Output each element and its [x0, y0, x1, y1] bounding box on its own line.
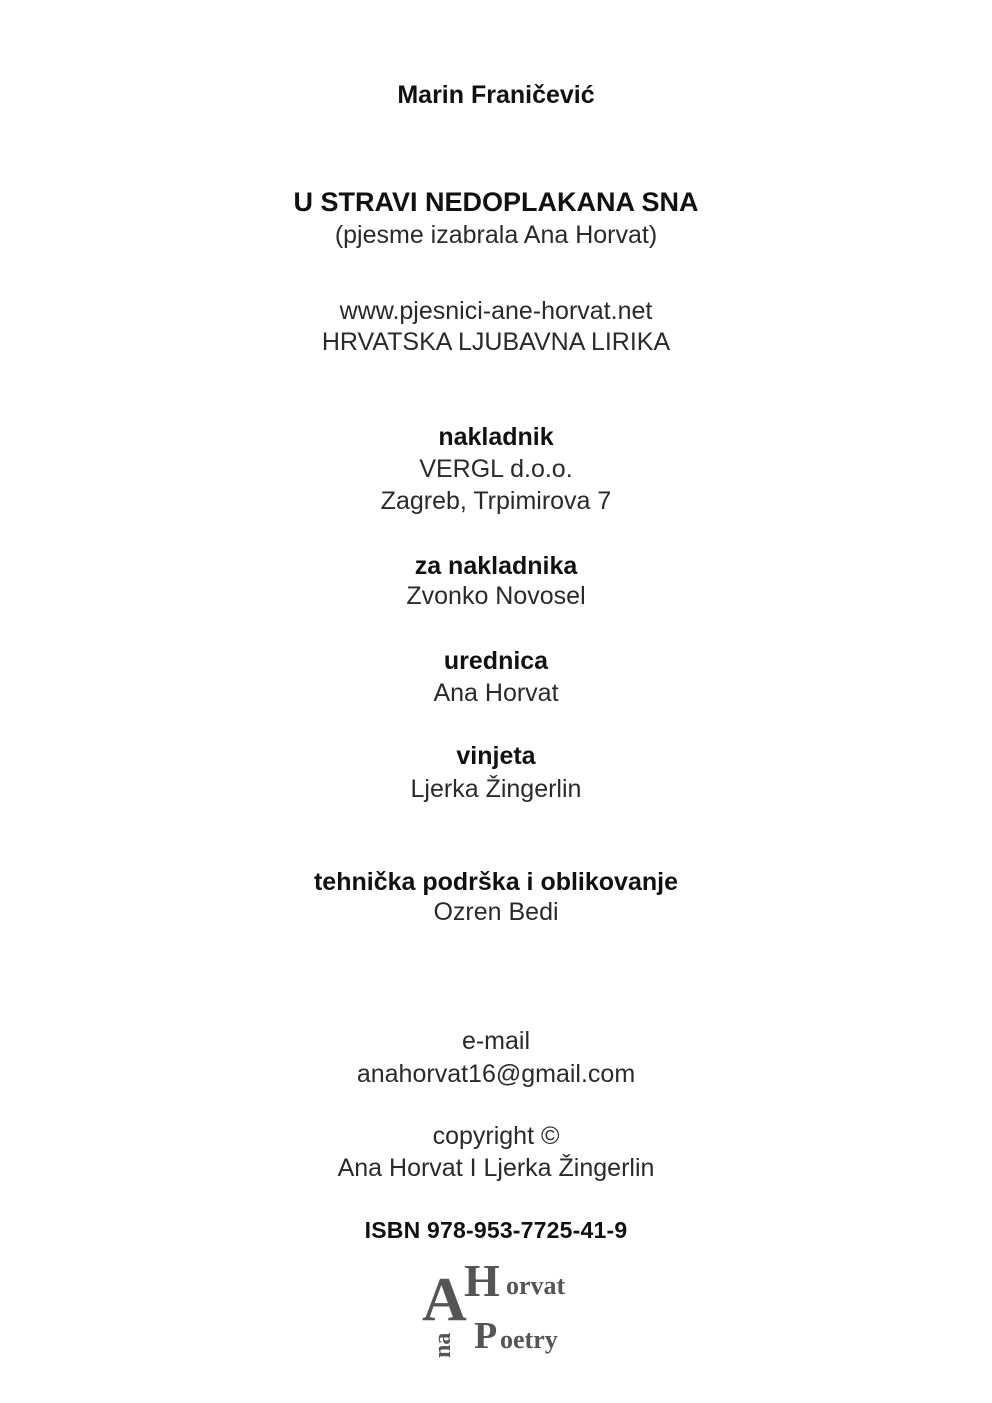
logo-letter-p: P — [474, 1315, 498, 1357]
editor-label: urednica — [443, 647, 549, 675]
author-name: Marin Franičević — [397, 81, 595, 109]
for-publisher-name: Zvonko Novosel — [406, 582, 586, 610]
publisher-label: nakladnik — [438, 423, 554, 451]
editor-name: Ana Horvat — [433, 679, 559, 707]
logo-word-orvat: orvat — [506, 1271, 566, 1300]
series-name: HRVATSKA LJUBAVNA LIRIKA — [321, 328, 671, 356]
email-label: e-mail — [461, 1027, 531, 1055]
isbn: ISBN 978-953-7725-41-9 — [364, 1217, 628, 1243]
copyright-holders: Ana Horvat I Ljerka Žingerlin — [337, 1154, 655, 1182]
logo-word-oetry: oetry — [500, 1325, 558, 1354]
vignette-label: vinjeta — [456, 742, 536, 770]
website: www.pjesnici-ane-horvat.net — [339, 297, 653, 325]
book-subtitle: (pjesme izabrala Ana Horvat) — [334, 221, 658, 249]
publisher-address: Zagreb, Trpimirova 7 — [380, 487, 612, 515]
vignette-name: Ljerka Žingerlin — [410, 775, 582, 803]
book-title: U STRAVI NEDOPLAKANA SNA — [293, 187, 699, 217]
publisher-name: VERGL d.o.o. — [419, 455, 573, 483]
for-publisher-label: za nakladnika — [414, 552, 578, 580]
ana-horvat-poetry-logo — [420, 1258, 590, 1368]
copyright-label: copyright © — [432, 1122, 560, 1150]
technical-label: tehnička podrška i oblikovanje — [313, 868, 678, 896]
email-address: anahorvat16@gmail.com — [356, 1060, 636, 1088]
logo-word-na: na — [430, 1332, 456, 1358]
logo-letter-a: A — [422, 1266, 467, 1334]
logo-letter-h: H — [464, 1258, 500, 1306]
technical-name: Ozren Bedi — [433, 898, 559, 926]
